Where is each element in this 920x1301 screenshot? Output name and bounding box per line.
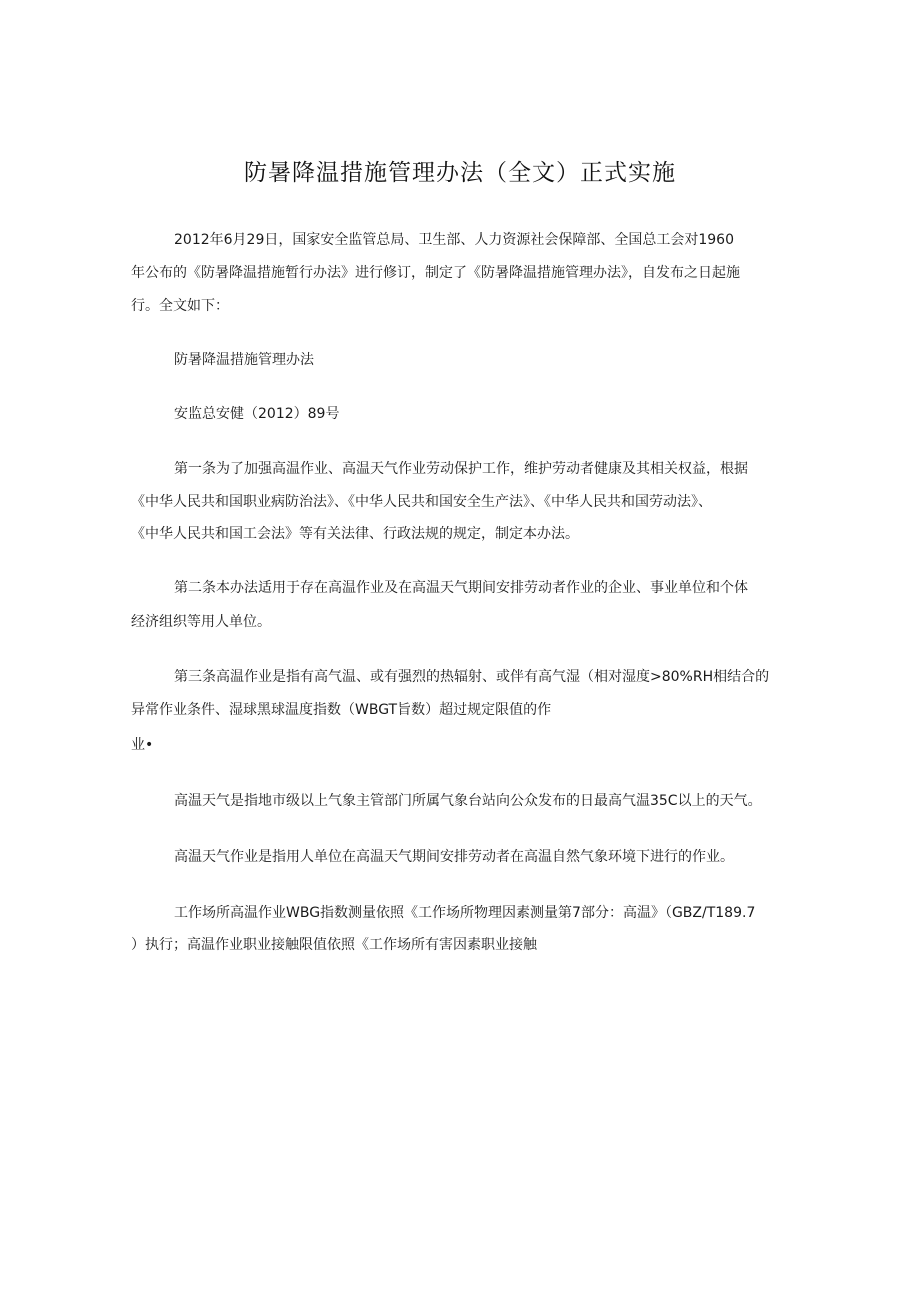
article-2-line-2: 经济组织等用人单位。: [131, 614, 271, 630]
article-1-line-2: 《中华人民共和国职业病防治法》、《中华人民共和国安全生产法》、《中华人民共和国劳动法》、: [131, 494, 712, 510]
intro-line-3: 行。全文如下：: [131, 298, 229, 314]
regulation-name: 防暑降温措施管理办法: [174, 352, 314, 368]
document-title: 防暑降温措施管理办法（全文）正式实施: [244, 160, 676, 186]
regulation-number: 安监总安健（2012）89号: [174, 406, 340, 422]
article-3-line-1: 第三条高温作业是指有高气温、或有强烈的热辐射、或伴有高气湿（相对湿度>80%RH相结合的: [174, 669, 770, 685]
article-1-line-3: 《中华人民共和国工会法》等有关法律、行政法规的规定，制定本办法。: [131, 526, 579, 542]
article-3-line-3: 业•: [131, 737, 154, 753]
high-temp-weather-definition: 高温天气是指地市级以上气象主管部门所属气象台站向公众发布的日最高气温35C以上的天气。: [174, 793, 762, 809]
article-2-line-1: 第二条本办法适用于存在高温作业及在高温天气期间安排劳动者作业的企业、事业单位和个体: [174, 580, 748, 596]
article-1-line-1: 第一条为了加强高温作业、高温天气作业劳动保护工作，维护劳动者健康及其相关权益，根据: [174, 461, 748, 477]
article-3-line-2: 异常作业条件、湿球黑球温度指数（WBGT旨数）超过规定限值的作: [131, 702, 552, 718]
measurement-line-1: 工作场所高温作业WBG指数测量依照《工作场所物理因素测量第7部分：高温》（GBZ/T189.7: [174, 905, 756, 921]
intro-line-2: 年公布的《防暑降温措施暂行办法》进行修订，制定了《防暑降温措施管理办法》，自发布之日起施: [131, 265, 740, 281]
intro-line-1: 2012年6月29日，国家安全监管总局、卫生部、人力资源社会保障部、全国总工会对1960: [174, 232, 734, 248]
high-temp-weather-work-definition: 高温天气作业是指用人单位在高温天气期间安排劳动者在高温自然气象环境下进行的作业。: [174, 849, 734, 865]
measurement-line-2: ）执行；高温作业职业接触限值依照《工作场所有害因素职业接触: [131, 937, 537, 953]
